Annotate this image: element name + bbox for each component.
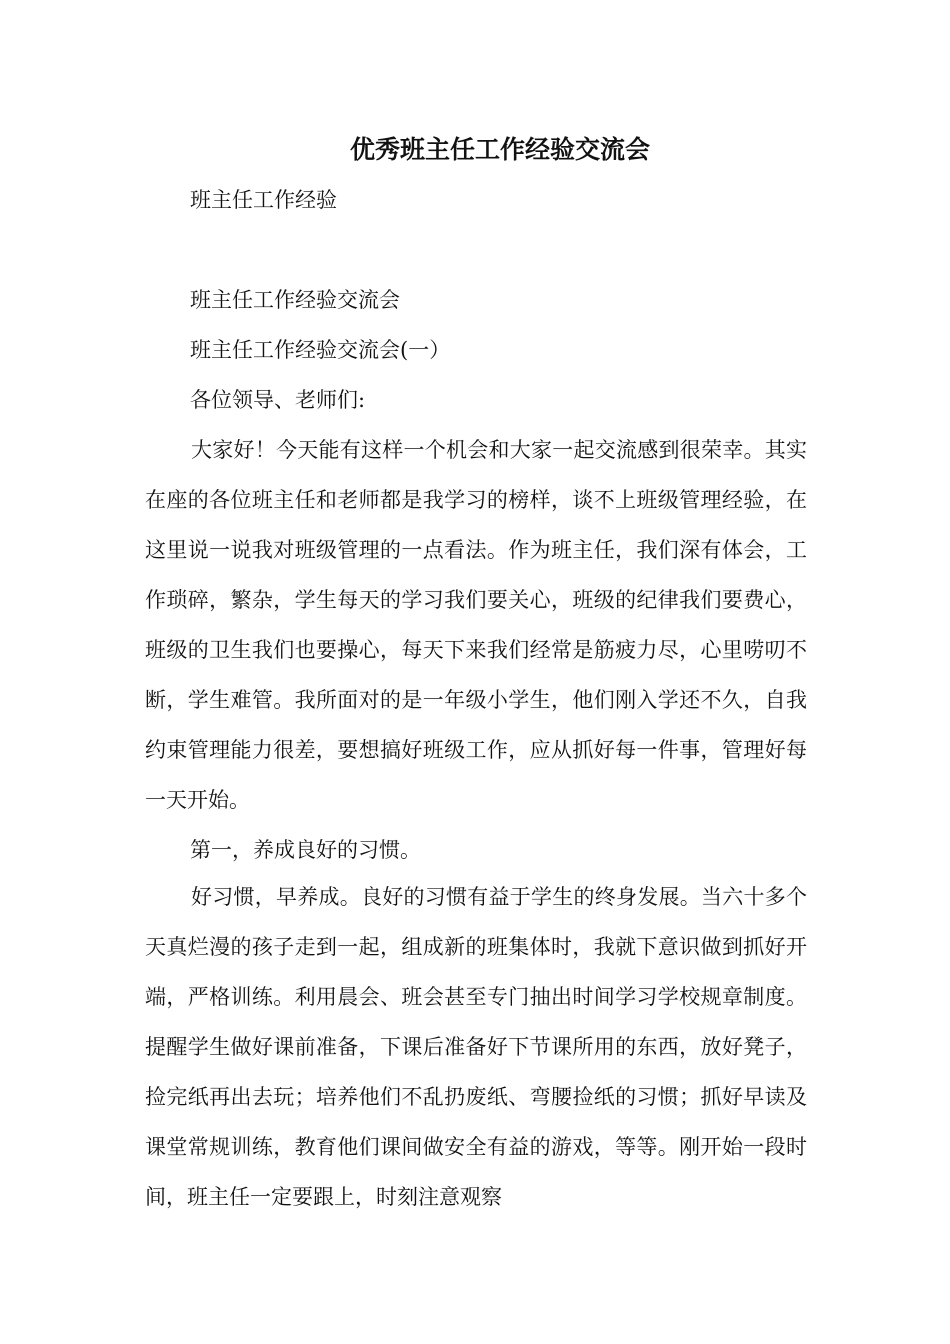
document-title: 优秀班主任工作经验交流会	[349, 135, 650, 164]
point-1-heading: 第一，养成良好的习惯。	[190, 838, 421, 862]
body-paragraph-1: 大家好！今天能有这样一个机会和大家一起交流感到很荣幸。其实在座的各位班主任和老师都是我学习的榜样，谈不上班级管理经验，在这里说一说我对班级管理的一点看法。作为班主任，我们深有体会，工作琐碎，繁杂，学生每天的学习我们要关心，班级的纪律我们要费心，班级的卫生我们也要操心，每天下来我们经常是筋疲力尽，心里唠叨不断，学生难管。我所面对的是一年级小学生，他们刚入学还不久，自我约束管理能力很差，要想搞好班级工作，应从抓好每一件事，管理好每一天开始。	[145, 438, 807, 812]
document-subtitle: 班主任工作经验	[190, 188, 337, 212]
greeting-line: 各位领导、老师们:	[190, 388, 366, 412]
part-heading: 班主任工作经验交流会(一）	[190, 338, 451, 362]
section-heading: 班主任工作经验交流会	[190, 288, 400, 312]
body-paragraph-2: 好习惯，早养成。良好的习惯有益于学生的终身发展。当六十多个天真烂漫的孩子走到一起，组成新的班集体时，我就下意识做到抓好开端，严格训练。利用晨会、班会甚至专门抽出时间学习学校规章制度。提醒学生做好课前准备，下课后准备好下节课所用的东西，放好凳子，捡完纸再出去玩；培养他们不乱扔废纸、弯腰捡纸的习惯；抓好早读及课堂常规训练，教育他们课间做安全有益的游戏，等等。刚开始一段时间，班主任一定要跟上，时刻注意观察	[145, 885, 807, 1209]
